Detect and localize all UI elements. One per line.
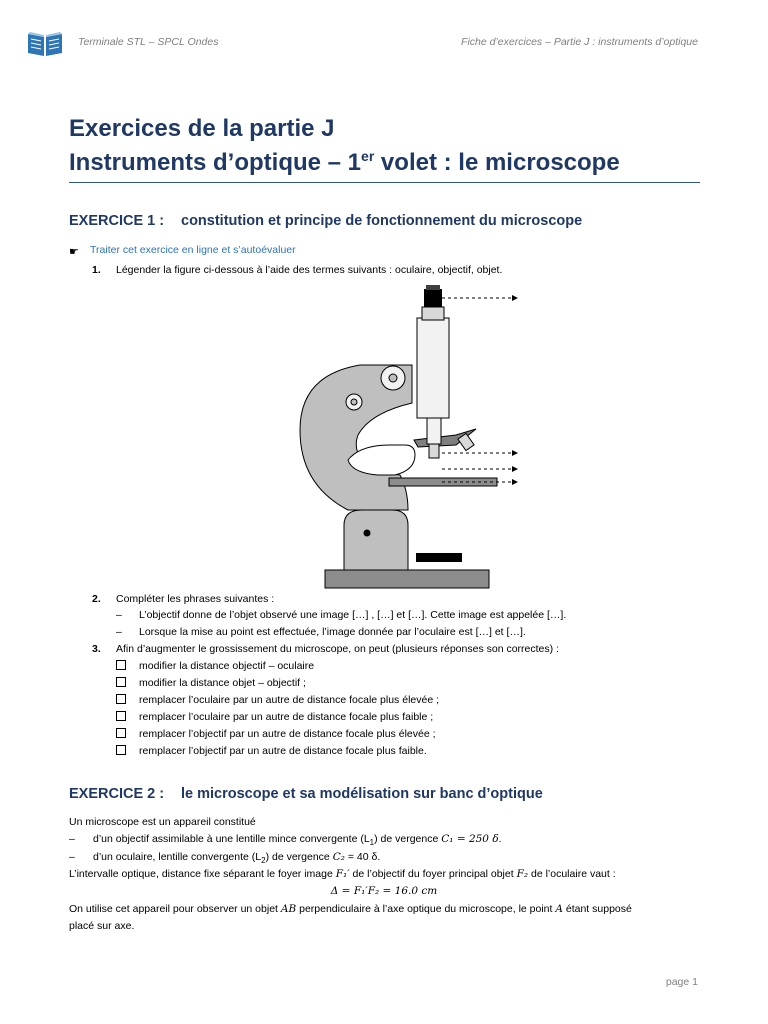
option-label-2: modifier la distance objet – objectif ; xyxy=(139,677,306,689)
microscope-diagram xyxy=(290,285,530,590)
ex2-dash-1: – xyxy=(69,833,75,845)
question-1-number: 1. xyxy=(92,264,101,276)
header-course: Terminale STL – SPCL Ondes xyxy=(78,36,219,48)
question-2-text: Compléter les phrases suivantes : xyxy=(116,593,275,605)
exercise-1-heading: EXERCICE 1 : constitution et principe de fonctionnement du microscope xyxy=(69,213,583,229)
ex2-dash-2: – xyxy=(69,851,75,863)
option-row-4[interactable] xyxy=(116,709,126,726)
question-2-dash-1: – xyxy=(116,609,122,621)
option-row-5[interactable] xyxy=(116,726,126,743)
question-2-item-2: Lorsque la mise au point est effectuée, l’image donnée par l’oculaire est […] et […]. xyxy=(139,626,526,638)
option-label-4: remplacer l’oculaire par un autre de distance focale plus faible ; xyxy=(139,711,434,723)
ex2-item-eyepiece: d’un oculaire, lentille convergente $(L_2)$ de vergence C₂ = 40 δ. xyxy=(93,851,381,866)
option-row-3[interactable] xyxy=(116,692,126,709)
checkbox[interactable] xyxy=(116,694,126,704)
online-exercise-link[interactable]: Traiter cet exercice en ligne et s’autoévaluer xyxy=(90,244,296,256)
checkbox[interactable] xyxy=(116,660,126,670)
page-title-line1: Exercices de la partie J xyxy=(69,115,335,142)
option-row-1[interactable] xyxy=(116,658,126,675)
option-label-5: remplacer l’objectif par un autre de distance focale plus élevée ; xyxy=(139,728,436,740)
exercise-2-heading: EXERCICE 2 : le microscope et sa modélisation sur banc d’optique xyxy=(69,786,543,802)
title-rule xyxy=(69,182,700,183)
checkbox[interactable] xyxy=(116,745,126,755)
option-label-1: modifier la distance objectif – oculaire xyxy=(139,660,315,672)
ex2-item-objective: d’un objectif assimilable à une lentille mince convergente $(L_1)$ de vergence C₁ = 250 δ. xyxy=(93,833,502,848)
question-1-text: Légender la figure ci-dessous à l’aide des termes suivants : oculaire, objectif, objet. xyxy=(116,264,503,276)
checkbox[interactable] xyxy=(116,677,126,687)
question-2-dash-2: – xyxy=(116,626,122,638)
book-logo xyxy=(26,28,64,63)
option-row-6[interactable] xyxy=(116,743,126,760)
pointing-hand-icon: ☛ xyxy=(69,246,79,258)
microscope-figure xyxy=(290,285,530,595)
ex2-observe-text: On utilise cet appareil pour observer un objet AB perpendiculaire à l’axe optique du microscope, le point A étant supposé xyxy=(69,903,632,915)
option-label-3: remplacer l’oculaire par un autre de distance focale plus élevée ; xyxy=(139,694,440,706)
question-3-number: 3. xyxy=(92,643,101,655)
checkbox[interactable] xyxy=(116,728,126,738)
checkbox[interactable] xyxy=(116,711,126,721)
option-label-6: remplacer l’objectif par un autre de distance focale plus faible. xyxy=(139,745,427,757)
option-row-2[interactable] xyxy=(116,675,126,692)
question-2-item-1: L’objectif donne de l’objet observé une image […] , […] et […]. Cette image est appelée […]. xyxy=(139,609,567,621)
page-number: page 1 xyxy=(665,976,698,988)
page-title-line2: Instruments d’optique – 1er volet : le microscope xyxy=(69,148,620,176)
ex2-intro: Un microscope est un appareil constitué xyxy=(69,816,256,828)
header-sheet-title: Fiche d’exercices – Partie J : instruments d’optique xyxy=(461,36,698,48)
book-icon xyxy=(26,28,64,58)
question-3-text: Afin d’augmenter le grossissement du microscope, on peut (plusieurs réponses son correctes) : xyxy=(116,643,559,655)
question-2-number: 2. xyxy=(92,593,101,605)
ex2-formula: Δ = F₁′F₂ = 16.0 cm xyxy=(330,885,438,897)
ex2-observe-text-line2: placé sur axe. xyxy=(69,920,135,932)
ex2-interval-text: L’intervalle optique, distance fixe séparant le foyer image F₁′ de l’objectif du foyer principal objet F₂ de l’oculaire vaut : xyxy=(69,868,616,880)
